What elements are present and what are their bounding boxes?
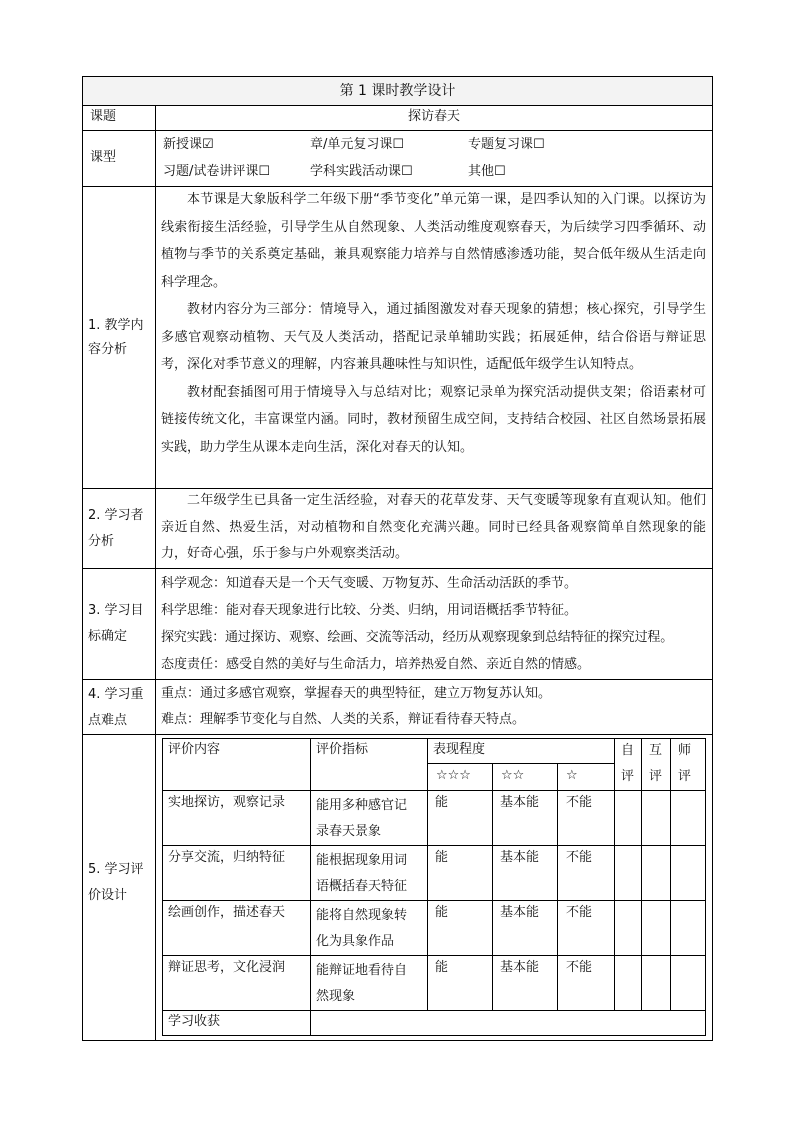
key-points-label: 4. 学习重 点难点 <box>88 687 144 728</box>
type-option-topic-review: 专题复习课☐ <box>468 137 545 152</box>
header-self-eval: 自 评 <box>621 743 635 784</box>
header-performance: 表现程度 <box>433 742 486 757</box>
objective-item: 探究实践：通过探访、观察、绘画、交流等活动，经历从观察现象到总结特征的探究过程。 <box>161 630 674 645</box>
evaluation-label: 5. 学习评 价设计 <box>88 862 144 903</box>
objectives-label: 3. 学习目 标确定 <box>88 603 144 644</box>
page-title: 第 1 课时教学设计 <box>339 83 456 99</box>
type-label: 课型 <box>90 150 117 165</box>
key-point: 重点：通过多感官观察，掌握春天的典型特征，建立万物复苏认知。 <box>161 686 552 701</box>
objectives-list <box>161 570 712 678</box>
header-indicator: 评价指标 <box>316 742 369 757</box>
learner-analysis-text: 二年级学生已具备一定生活经验，对春天的花草发芽、天气变暖等现象有直观认知。他们亲近自然、热爱生活，对动植物和自然变化充满兴趣。同时已经具备观察简单自然现象的能力，好奇心强，乐于参与户外观察类活动。 <box>161 493 706 561</box>
content-analysis-label: 1. 教学内 容分析 <box>88 318 144 357</box>
content-paragraph: 教材配套插图可用于情境导入与总结对比；观察记录单为探究活动提供支架；俗语素材可链接传统文化，丰富课堂内涵。同时，教材预留生成空间，支持结合校园、社区自然场景拓展实践，助力学生从课本走向生活，深化对春天的认知。 <box>161 384 706 455</box>
content-paragraph: 本节课是大象版科学二年级下册“季节变化”单元第一课，是四季认知的入门课。以探访为线索衔接生活经验，引导学生从自然现象、人类活动维度观察春天，为后续学习四季循环、动植物与季节的关系奠定基础，兼具观察能力培养与自然情感渗透功能，契合低年级从生活走向科学理念。 <box>161 192 706 290</box>
header-one-star: ☆ <box>566 768 578 783</box>
content-analysis-text <box>161 186 706 461</box>
key-points-list <box>161 681 712 733</box>
header-peer-eval: 互 评 <box>649 743 663 784</box>
lesson-label: 课题 <box>90 109 117 124</box>
content-paragraph: 教材内容分为三部分：情境导入，通过插图激发对春天现象的猜想；核心探究，引导学生多感官观察动植物、天气及人类活动，搭配记录单辅助实践；拓展延伸，结合俗语与辩证思考，深化对季节意义的理解，内容兼具趣味性与知识性，适配低年级学生认知特点。 <box>161 302 706 372</box>
objective-item: 科学思维：能对春天现象进行比较、分类、归纳，用词语概括季节特征。 <box>161 603 578 618</box>
header-content: 评价内容 <box>168 742 221 757</box>
header-teacher-eval: 师 评 <box>678 743 692 784</box>
header-two-stars: ☆☆ <box>501 768 525 783</box>
type-option-unit-review: 章/单元复习课☐ <box>310 137 405 152</box>
header-three-stars: ☆☆☆ <box>436 768 471 783</box>
type-option-practice: 学科实践活动课☐ <box>310 164 413 179</box>
learning-harvest-label: 学习收获 <box>168 1014 221 1029</box>
lesson-title: 探访春天 <box>407 109 460 124</box>
key-point: 难点：理解季节变化与自然、人类的关系，辩证看待春天特点。 <box>161 712 526 727</box>
objective-item: 科学观念：知道春天是一个天气变暖、万物复苏、生命活动活跃的季节。 <box>161 576 578 591</box>
objective-item: 态度责任：感受自然的美好与生命活力，培养热爱自然、亲近自然的情感。 <box>161 657 591 672</box>
learner-analysis-label: 2. 学习者 分析 <box>88 508 144 549</box>
type-option-exercise: 习题/试卷讲评课☐ <box>163 164 271 179</box>
type-option-new: 新授课☑ <box>163 137 214 152</box>
type-option-other: 其他☐ <box>468 164 506 179</box>
